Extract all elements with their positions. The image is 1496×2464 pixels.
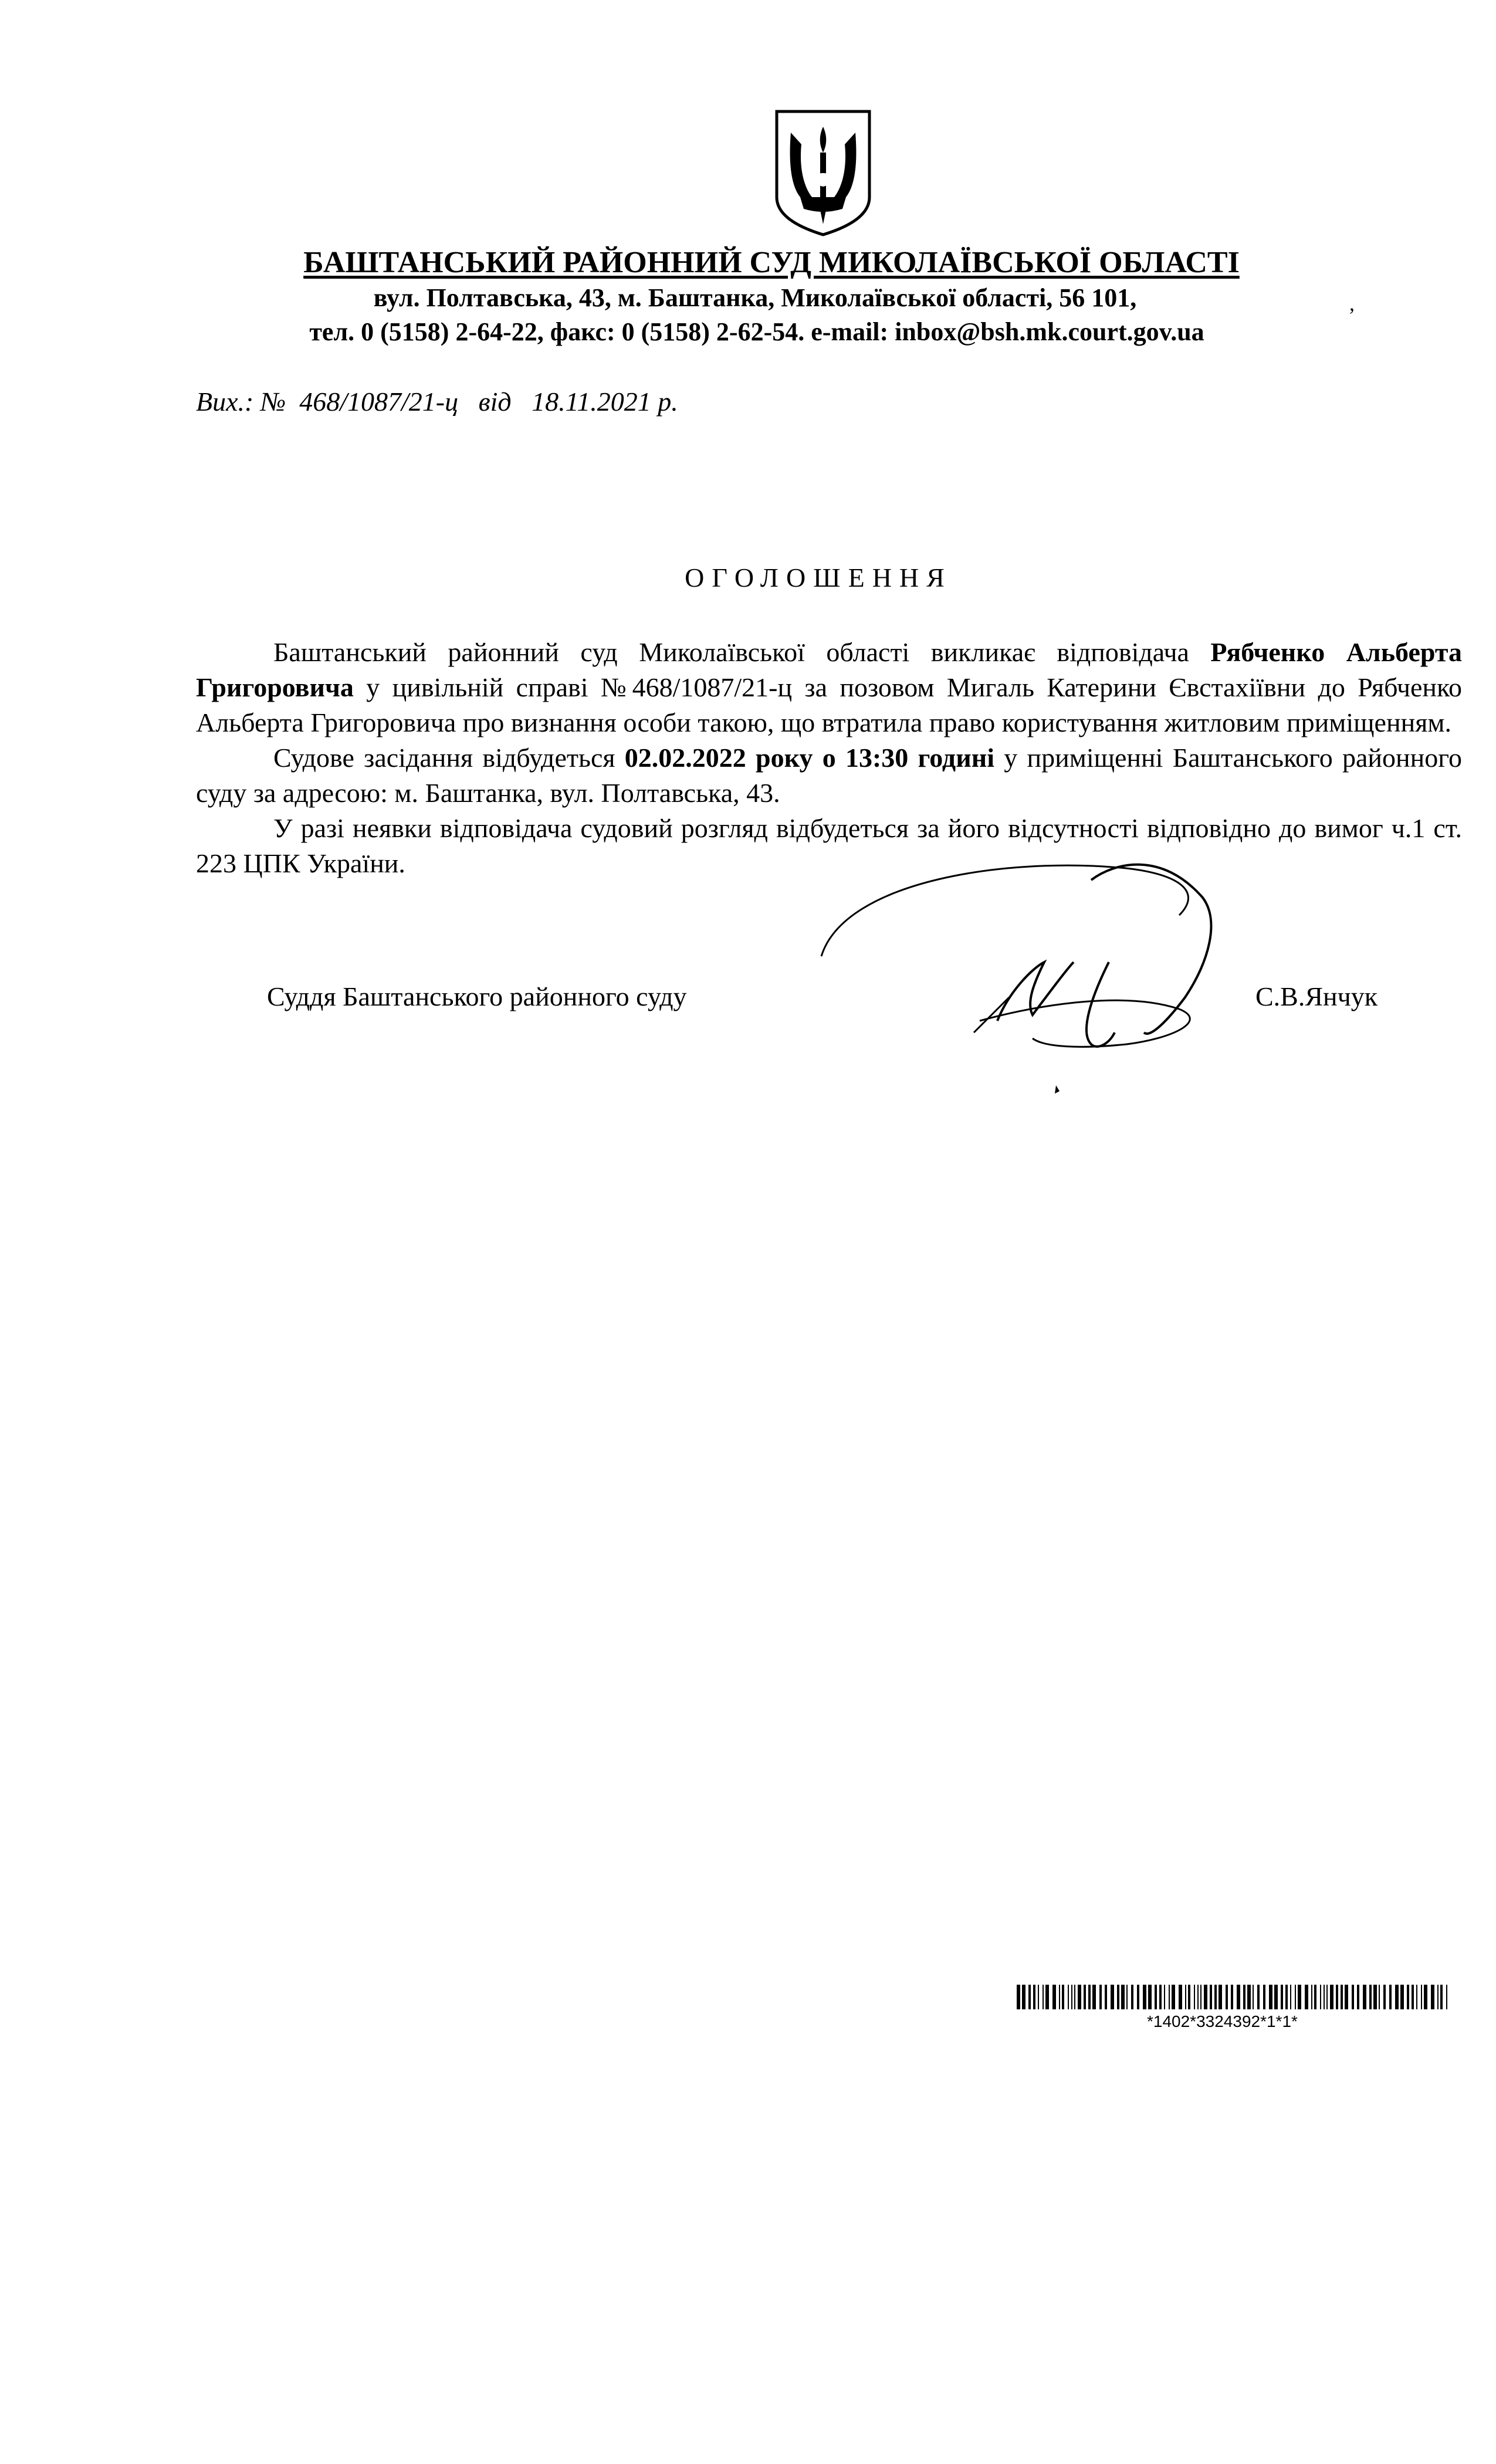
barcode-bar (1017, 1985, 1020, 2009)
barcode-bar (1137, 1985, 1139, 2009)
barcode-bar (1345, 1985, 1348, 2009)
barcode-bar (1253, 1985, 1254, 2009)
barcode-bar (1383, 1985, 1386, 2009)
barcode-bar (1117, 1985, 1119, 2009)
barcode-bar (1352, 1985, 1354, 2009)
p1-end: у цивільній справі №468/1087/21-ц за позовом Мигаль Катерини Євстахіївни до Рябченко Альберта Григоровича про визнання особи такою, що втратила право користування житловим приміщенням. (196, 672, 1462, 737)
barcode-bar (1257, 1985, 1260, 2009)
p1-start: Баштанський районний суд Миколаївської області викликає відповідача (273, 637, 1211, 667)
court-address: вул. Полтавська, 43, м. Баштанка, Миколаївської області, 56 101, (373, 283, 1137, 312)
barcode-bar (1311, 1985, 1312, 2009)
barcode-bar (1210, 1985, 1212, 2009)
barcode-bar (1197, 1985, 1199, 2009)
barcode-bar (1231, 1985, 1233, 2009)
barcode-bar (1407, 1985, 1409, 2009)
notice-paragraph-1 (196, 635, 1462, 740)
barcode-bar (1247, 1985, 1251, 2009)
p2-end: у приміщенні Баштанського районного суду за адресою: м. Баштанка, вул. Полтавська, 43. (196, 743, 1463, 808)
barcode-bar (1059, 1985, 1060, 2009)
notice-paragraph-3: У разі неявки відповідача судовий розгляд відбудеться за його відсутності відповідно до вимог ч.1 ст. 223 ЦПК України. (196, 813, 1462, 878)
barcode-bar (1424, 1985, 1427, 2009)
barcode-bar (1446, 1985, 1447, 2009)
barcode-bar (1226, 1985, 1228, 2009)
barcode-bar (1033, 1985, 1035, 2009)
barcode-bar (1263, 1985, 1265, 2009)
barcode-bar (1143, 1985, 1146, 2009)
outgoing-label: Вих.: № (196, 387, 286, 417)
barcode-bar (1071, 1985, 1072, 2009)
judge-position: Суддя Баштанського районного суду (267, 981, 687, 1011)
barcode-bar (1148, 1985, 1152, 2009)
barcode-bar (1421, 1985, 1422, 2009)
barcode-bar (1389, 1985, 1392, 2009)
barcode-bar (1062, 1985, 1064, 2009)
barcode-bar (1172, 1985, 1175, 2009)
barcode-bar (1219, 1985, 1222, 2009)
notice-paragraph-2 (196, 740, 1462, 811)
barcode-bar (1164, 1985, 1165, 2009)
defendant-name: Рябченко Альберта Григоровича (196, 637, 1462, 702)
barcode-bar (1416, 1985, 1417, 2009)
barcode-bar (1099, 1985, 1102, 2009)
barcode-bar (1194, 1985, 1195, 2009)
barcode-bar (1290, 1985, 1291, 2009)
outgoing-date: 18.11.2021 (532, 387, 651, 417)
outgoing-date-suffix: р. (658, 387, 678, 417)
barcode-bar (1204, 1985, 1207, 2009)
outgoing-number: 468/1087/21-ц (299, 387, 459, 417)
hearing-datetime: 02.02.2022 року о 13:30 годині (624, 743, 994, 773)
barcode-bar (1045, 1985, 1049, 2009)
barcode-bar (1437, 1985, 1439, 2009)
barcode-bar (1038, 1985, 1039, 2009)
barcode-bar (1274, 1985, 1278, 2009)
barcode-bar (1305, 1985, 1308, 2009)
barcode-bar (1131, 1985, 1133, 2009)
barcode-bar (1431, 1985, 1434, 2009)
barcode-bar (1188, 1985, 1190, 2009)
barcode-bar (1295, 1985, 1296, 2009)
barcode-bar (1111, 1985, 1114, 2009)
court-contacts: тел. 0 (5158) 2-64-22, факс: 0 (5158) 2-62-54. e-mail: inbox@bsh.mk.court.gov.ua (309, 317, 1204, 346)
barcode-bar (1214, 1985, 1217, 2009)
barcode-bar (1028, 1985, 1031, 2009)
barcode-bar (1363, 1985, 1366, 2009)
barcode-bar (1052, 1985, 1056, 2009)
barcode-bar (1281, 1985, 1283, 2009)
barcode-bar (1179, 1985, 1182, 2009)
barcode-bar (1440, 1985, 1443, 2009)
barcode-bar (1043, 1985, 1044, 2009)
notice-body (196, 635, 1462, 881)
barcode-bar (1324, 1985, 1325, 2009)
judge-name: С.В.Янчук (1255, 981, 1378, 1011)
barcode-bar (1068, 1985, 1069, 2009)
barcode-number: *1402*3324392*1*1* (1147, 2012, 1298, 2030)
barcode-bar (1022, 1985, 1025, 2009)
notice-title: ОГОЛОШЕННЯ (685, 563, 952, 593)
barcode-bar (1159, 1985, 1162, 2009)
outgoing-date-label: від (478, 387, 512, 417)
barcode-bar (1326, 1985, 1328, 2009)
barcode-bar (1373, 1985, 1377, 2009)
outgoing-number-line (196, 386, 678, 417)
handwritten-signature (798, 845, 1255, 1103)
barcode-bar (1126, 1985, 1128, 2009)
barcode-bar (1105, 1985, 1107, 2009)
barcode-bar (1395, 1985, 1399, 2009)
barcode-bar (1088, 1985, 1091, 2009)
barcode-bar (1298, 1985, 1301, 2009)
barcode-bar (1330, 1985, 1333, 2009)
barcode-bar (1369, 1985, 1372, 2009)
barcode-bar (1400, 1985, 1404, 2009)
barcode-bar (1092, 1985, 1096, 2009)
barcode-bar (1341, 1985, 1343, 2009)
stray-mark: , (1349, 292, 1355, 315)
barcode-bar (1078, 1985, 1081, 2009)
p2-start: Судове засідання відбудеться (273, 743, 625, 773)
barcode-image (1017, 1985, 1451, 2009)
barcode-bar (1169, 1985, 1170, 2009)
barcode-bar (1121, 1985, 1125, 2009)
coat-of-arms-icon (773, 109, 873, 237)
barcode-bar (1155, 1985, 1157, 2009)
barcode-bar (1185, 1985, 1186, 2009)
barcode-bar (1074, 1985, 1075, 2009)
barcode-bar (1269, 1985, 1272, 2009)
barcode-bar (1314, 1985, 1316, 2009)
barcode-bar (1357, 1985, 1359, 2009)
court-name: БАШТАНСЬКИЙ РАЙОННИЙ СУД МИКОЛАЇВСЬКОЇ ОБЛАСТІ (303, 246, 1240, 279)
barcode-bar (1243, 1985, 1245, 2009)
barcode-bar (1237, 1985, 1240, 2009)
barcode-bar (1412, 1985, 1414, 2009)
barcode-bar (1200, 1985, 1201, 2009)
barcode-bar (1084, 1985, 1086, 2009)
barcode-bar (1336, 1985, 1338, 2009)
barcode-bar (1285, 1985, 1288, 2009)
barcode-bar (1320, 1985, 1321, 2009)
barcode-bar (1379, 1985, 1380, 2009)
